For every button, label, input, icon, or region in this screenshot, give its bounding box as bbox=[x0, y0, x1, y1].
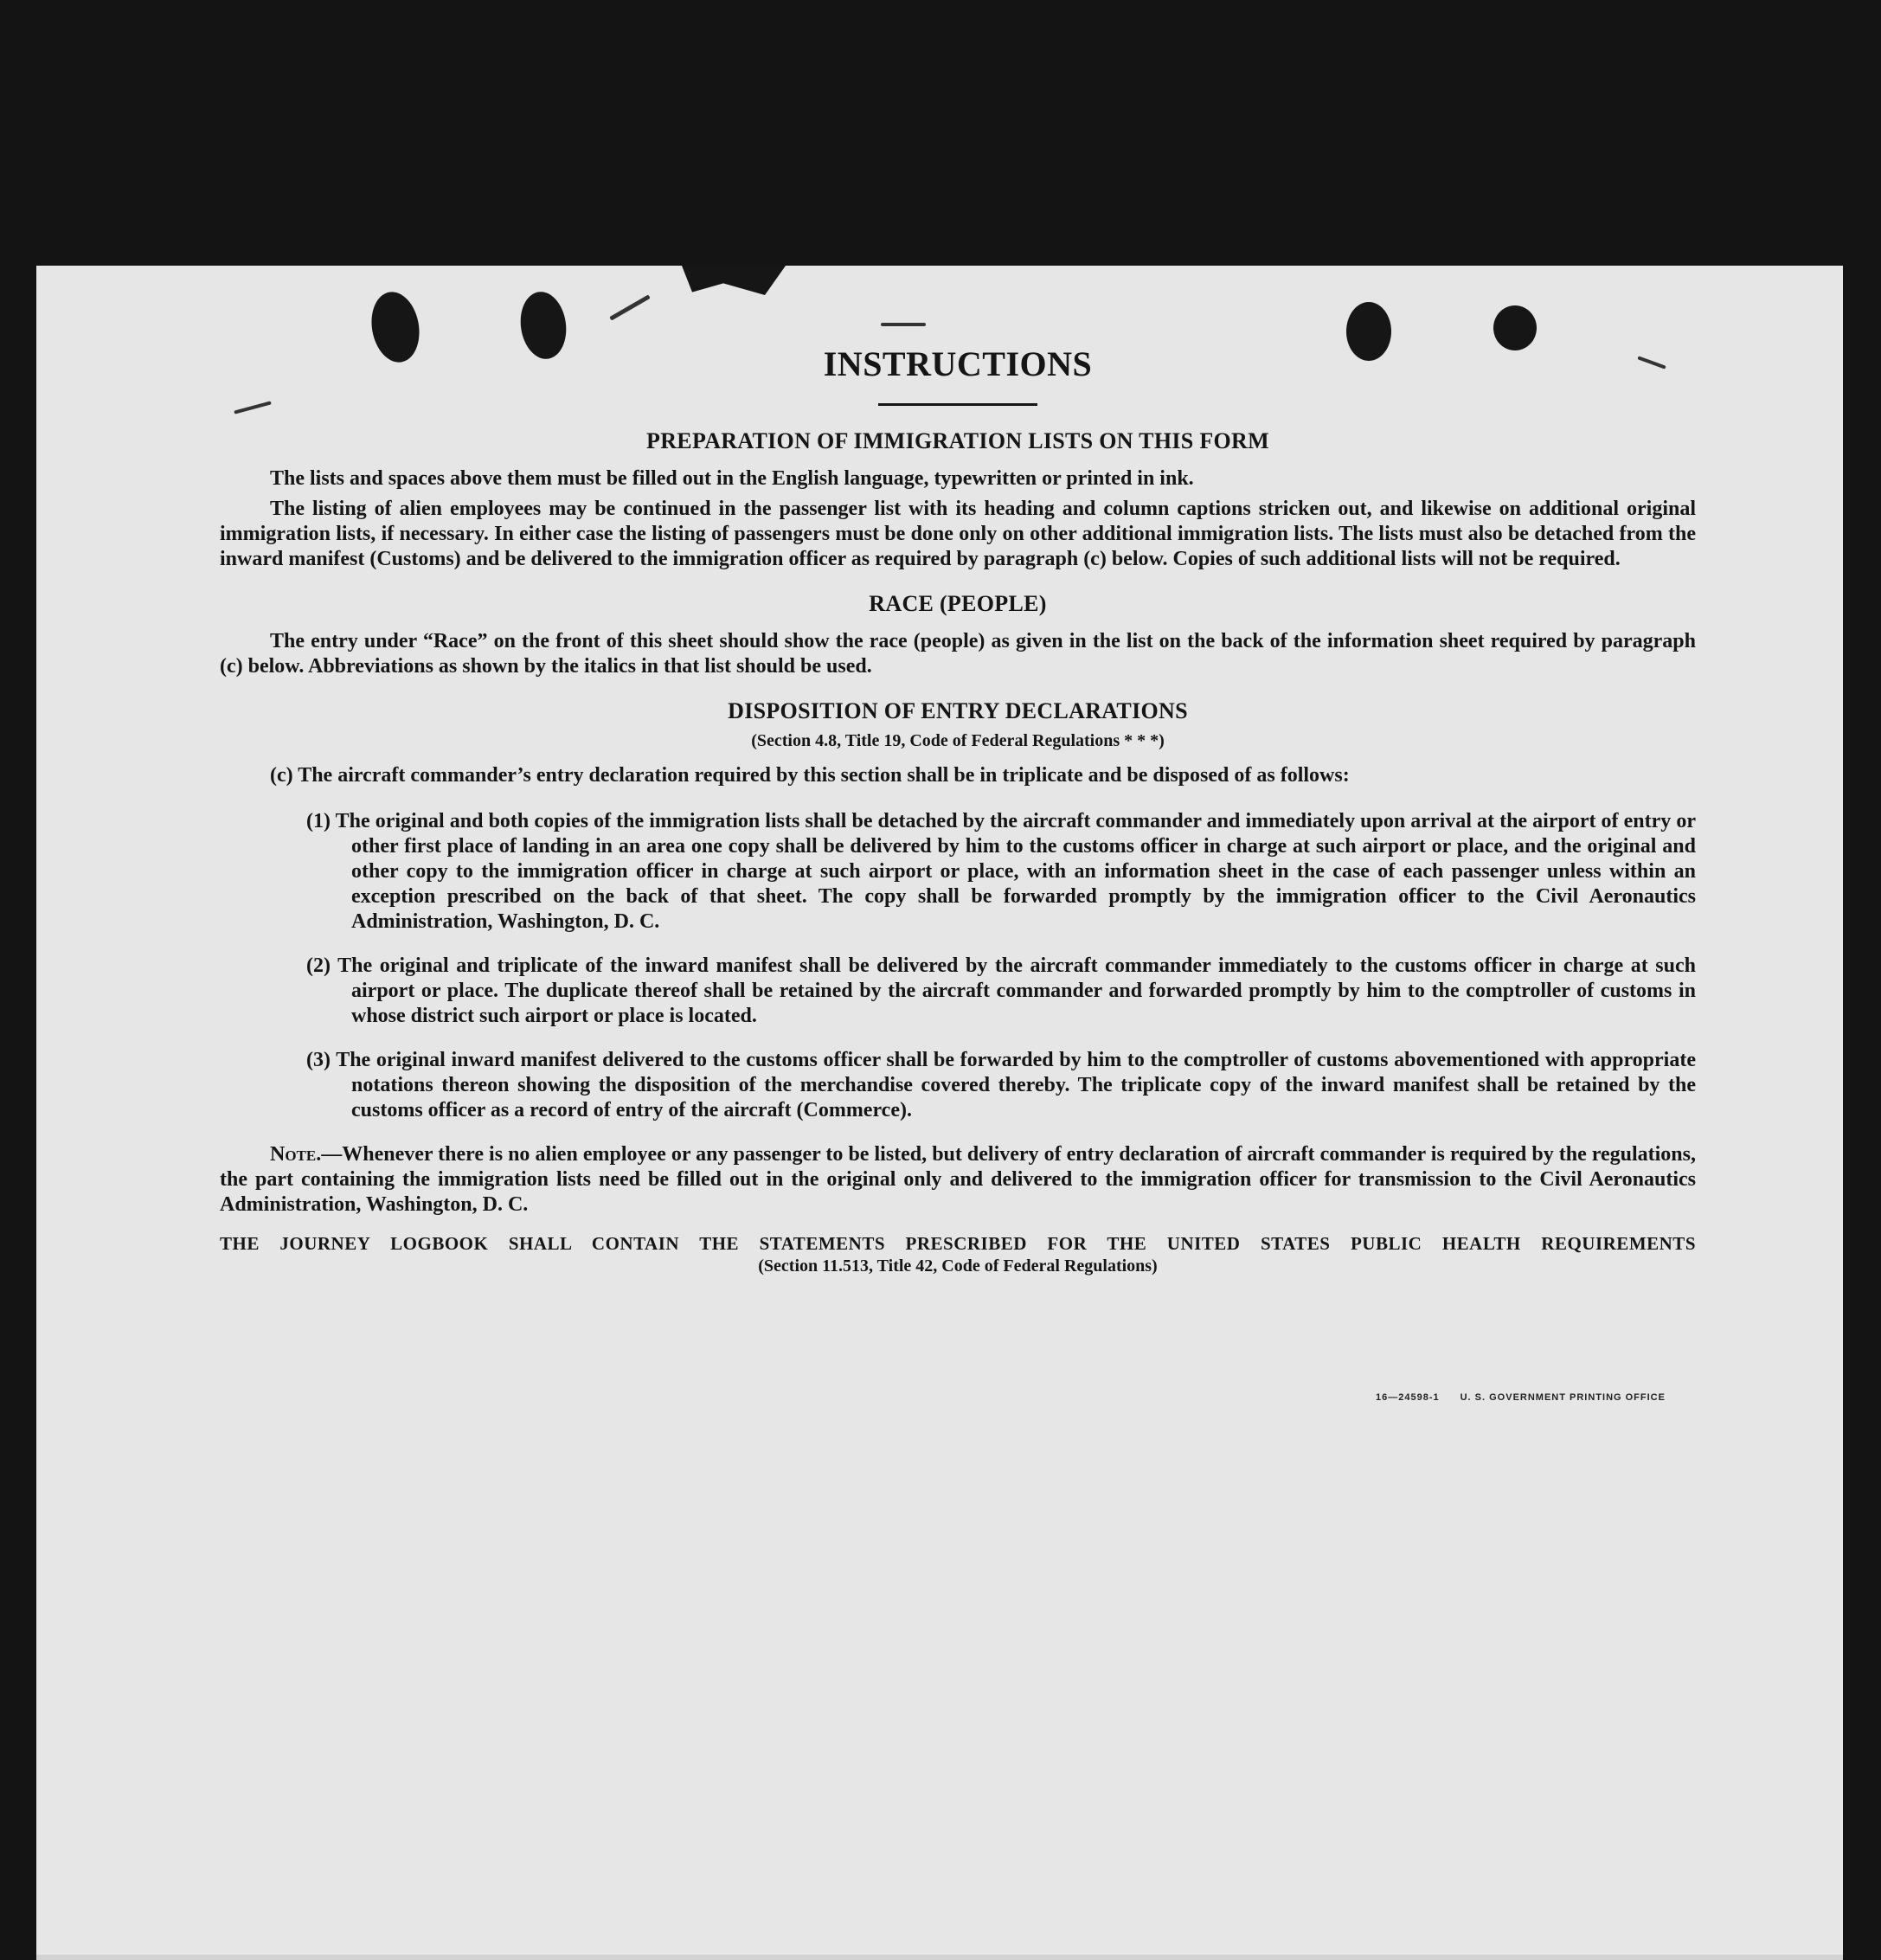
disposition-citation: (Section 4.8, Title 19, Code of Federal Regulations * * *) bbox=[751, 731, 1165, 750]
journey-heading: THE JOURNEY LOGBOOK SHALL CONTAIN THE STATEMENTS PRESCRIBED FOR THE UNITED STATES PUBLIC HEALTH REQUIREMENTS bbox=[220, 1233, 1696, 1254]
form-number: 16—24598-1 bbox=[1376, 1392, 1440, 1403]
section-heading-race: RACE (PEOPLE) bbox=[869, 591, 1047, 616]
document-sheet bbox=[36, 266, 1843, 1960]
disposition-item-1: (1) The original and both copies of the immigration lists shall be detached by the aircraft commander and immediately upon arrival at the airport of entry or other first place of landing in an area one copy shall be delivered by him to the customs officer in charge at such airport or place, and the original and other copy to the immigration officer in charge at such airport or place, with an information sheet in the case of each passenger unless within an exception prescribed on the back of that sheet. The copy shall be forwarded promptly by the immigration officer to the Civil Aeronautics Administration, Washington, D. C. bbox=[306, 810, 1696, 933]
race-paragraph: The entry under “Race” on the front of this sheet should show the race (people) as given in the list on the back of the information sheet required by paragraph (c) below. Abbreviations as shown by the italics in that list should be used. bbox=[220, 630, 1696, 678]
printer-name: U. S. GOVERNMENT PRINTING OFFICE bbox=[1460, 1392, 1666, 1403]
title-underline bbox=[878, 403, 1037, 406]
document-title: INSTRUCTIONS bbox=[823, 344, 1093, 383]
document-body bbox=[220, 344, 1696, 1276]
top-edge-tear bbox=[682, 266, 786, 295]
preparation-paragraph-2: The listing of alien employees may be continued in the passenger list with its heading and column captions stricken out, and likewise on additional original immigration lists, if necessary. In either case the listing of passengers must be done only on other additional immigration lists. The lists must also be detached from the inward manifest (Customs) and be delivered to the immigration officer as required by paragraph (c) below. Copies of such additional lists will not be required. bbox=[220, 498, 1696, 570]
journey-citation: (Section 11.513, Title 42, Code of Federal Regulations) bbox=[758, 1256, 1158, 1276]
disposition-item-3: (3) The original inward manifest delivered to the customs officer shall be forwarded by him to the comptroller of customs abovementioned with appropriate notations thereon showing the disposition of the merchandise covered thereby. The triplicate copy of the inward manifest shall be retained by the customs officer as a record of entry of the aircraft (Commerce). bbox=[306, 1049, 1696, 1121]
note-label: Note. bbox=[270, 1143, 322, 1166]
section-heading-disposition: DISPOSITION OF ENTRY DECLARATIONS bbox=[728, 698, 1188, 723]
note-paragraph bbox=[220, 1142, 1696, 1218]
section-heading-preparation: PREPARATION OF IMMIGRATION LISTS ON THIS FORM bbox=[646, 428, 1269, 453]
note-text: —Whenever there is no alien employee or any passenger to be listed, but delivery of entry declaration of aircraft commander is required by the regulations, the part containing the immigration lists need be filled out in the original only and delivered to the immigration officer for transmission to the Civil Aeronautics Administration, Washington, D. C. bbox=[220, 1143, 1696, 1216]
ink-mark bbox=[881, 323, 926, 326]
disposition-item-2: (2) The original and triplicate of the inward manifest shall be delivered by the aircraft commander immediately to the customs officer in charge at such airport or place. The duplicate thereof shall be retained by the aircraft commander and forwarded promptly by him to the comptroller of customs in whose district such airport or place is located. bbox=[306, 954, 1696, 1027]
printer-imprint bbox=[1376, 1392, 1666, 1403]
ink-mark bbox=[609, 294, 651, 320]
disposition-intro: (c) The aircraft commander’s entry declaration required by this section shall be in triplicate and be disposed of as follows: bbox=[270, 764, 1350, 787]
preparation-paragraph-1: The lists and spaces above them must be filled out in the English language, typewritten or printed in ink. bbox=[270, 467, 1194, 490]
